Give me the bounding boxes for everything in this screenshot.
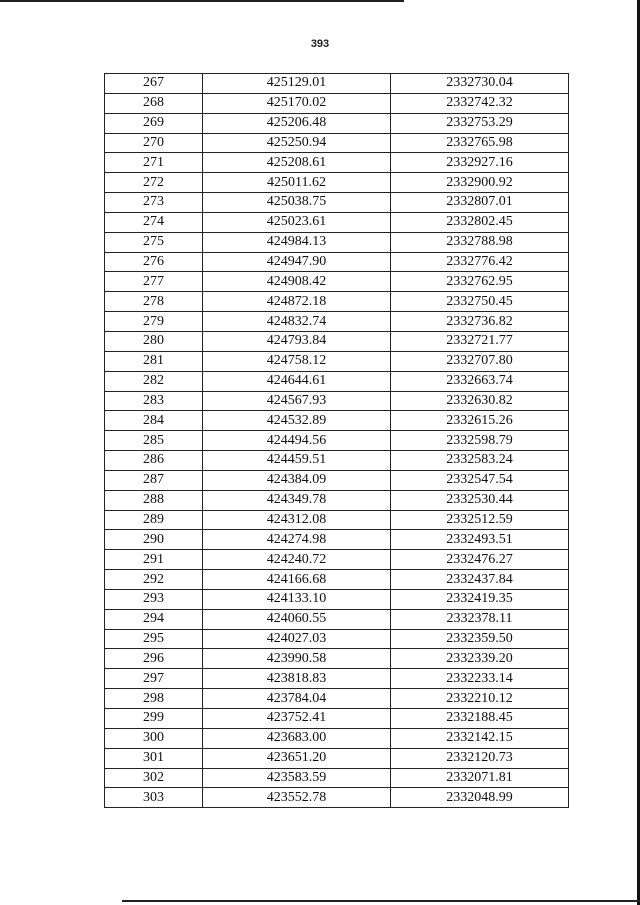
x-coordinate-cell: 423784.04 [203, 689, 391, 709]
y-coordinate-cell: 2332750.45 [391, 292, 569, 312]
y-coordinate-cell: 2332707.80 [391, 351, 569, 371]
y-coordinate-cell: 2332512.59 [391, 510, 569, 530]
table-row [105, 768, 569, 788]
point-number-cell: 270 [105, 133, 203, 153]
y-coordinate-cell: 2332736.82 [391, 312, 569, 332]
table-row [105, 232, 569, 252]
x-coordinate-cell: 423683.00 [203, 728, 391, 748]
table-row [105, 371, 569, 391]
table-row [105, 431, 569, 451]
y-coordinate-cell: 2332547.54 [391, 470, 569, 490]
point-number-cell: 292 [105, 570, 203, 590]
table-row [105, 292, 569, 312]
point-number-cell: 302 [105, 768, 203, 788]
point-number-cell: 289 [105, 510, 203, 530]
x-coordinate-cell: 424532.89 [203, 411, 391, 431]
y-coordinate-cell: 2332721.77 [391, 331, 569, 351]
y-coordinate-cell: 2332188.45 [391, 709, 569, 729]
x-coordinate-cell: 423818.83 [203, 669, 391, 689]
point-number-cell: 298 [105, 689, 203, 709]
point-number-cell: 273 [105, 193, 203, 213]
x-coordinate-cell: 425250.94 [203, 133, 391, 153]
point-number-cell: 288 [105, 490, 203, 510]
table-row [105, 391, 569, 411]
point-number-cell: 300 [105, 728, 203, 748]
point-number-cell: 282 [105, 371, 203, 391]
table-row [105, 510, 569, 530]
table-row [105, 609, 569, 629]
x-coordinate-cell: 423552.78 [203, 788, 391, 808]
y-coordinate-cell: 2332630.82 [391, 391, 569, 411]
table-row [105, 788, 569, 808]
x-coordinate-cell: 424027.03 [203, 629, 391, 649]
table-row [105, 629, 569, 649]
table-row [105, 74, 569, 94]
table-row [105, 550, 569, 570]
y-coordinate-cell: 2332927.16 [391, 153, 569, 173]
point-number-cell: 284 [105, 411, 203, 431]
point-number-cell: 271 [105, 153, 203, 173]
x-coordinate-cell: 425206.48 [203, 113, 391, 133]
table-row [105, 193, 569, 213]
x-coordinate-cell: 424133.10 [203, 589, 391, 609]
table-row [105, 451, 569, 471]
y-coordinate-cell: 2332048.99 [391, 788, 569, 808]
y-coordinate-cell: 2332753.29 [391, 113, 569, 133]
table-row [105, 470, 569, 490]
table-row [105, 530, 569, 550]
y-coordinate-cell: 2332765.98 [391, 133, 569, 153]
table-row [105, 331, 569, 351]
y-coordinate-cell: 2332359.50 [391, 629, 569, 649]
point-number-cell: 268 [105, 93, 203, 113]
point-number-cell: 276 [105, 252, 203, 272]
coordinate-table [104, 73, 569, 808]
x-coordinate-cell: 423651.20 [203, 748, 391, 768]
point-number-cell: 294 [105, 609, 203, 629]
page-number: 393 [310, 38, 330, 50]
point-number-cell: 277 [105, 272, 203, 292]
table-row [105, 570, 569, 590]
y-coordinate-cell: 2332788.98 [391, 232, 569, 252]
table-row [105, 93, 569, 113]
y-coordinate-cell: 2332900.92 [391, 173, 569, 193]
point-number-cell: 293 [105, 589, 203, 609]
point-number-cell: 274 [105, 212, 203, 232]
point-number-cell: 287 [105, 470, 203, 490]
y-coordinate-cell: 2332730.04 [391, 74, 569, 94]
x-coordinate-cell: 424832.74 [203, 312, 391, 332]
y-coordinate-cell: 2332615.26 [391, 411, 569, 431]
x-coordinate-cell: 425208.61 [203, 153, 391, 173]
point-number-cell: 281 [105, 351, 203, 371]
table-row [105, 312, 569, 332]
y-coordinate-cell: 2332071.81 [391, 768, 569, 788]
y-coordinate-cell: 2332663.74 [391, 371, 569, 391]
point-number-cell: 267 [105, 74, 203, 94]
x-coordinate-cell: 424274.98 [203, 530, 391, 550]
x-coordinate-cell: 424240.72 [203, 550, 391, 570]
y-coordinate-cell: 2332476.27 [391, 550, 569, 570]
y-coordinate-cell: 2332210.12 [391, 689, 569, 709]
point-number-cell: 295 [105, 629, 203, 649]
table-row [105, 669, 569, 689]
x-coordinate-cell: 424908.42 [203, 272, 391, 292]
y-coordinate-cell: 2332378.11 [391, 609, 569, 629]
x-coordinate-cell: 425170.02 [203, 93, 391, 113]
y-coordinate-cell: 2332776.42 [391, 252, 569, 272]
y-coordinate-cell: 2332339.20 [391, 649, 569, 669]
table-row [105, 173, 569, 193]
x-coordinate-cell: 425129.01 [203, 74, 391, 94]
point-number-cell: 297 [105, 669, 203, 689]
y-coordinate-cell: 2332802.45 [391, 212, 569, 232]
table-row [105, 153, 569, 173]
x-coordinate-cell: 423752.41 [203, 709, 391, 729]
y-coordinate-cell: 2332233.14 [391, 669, 569, 689]
point-number-cell: 279 [105, 312, 203, 332]
x-coordinate-cell: 423583.59 [203, 768, 391, 788]
point-number-cell: 283 [105, 391, 203, 411]
x-coordinate-cell: 424567.93 [203, 391, 391, 411]
x-coordinate-cell: 425011.62 [203, 173, 391, 193]
point-number-cell: 299 [105, 709, 203, 729]
x-coordinate-cell: 424947.90 [203, 252, 391, 272]
y-coordinate-cell: 2332437.84 [391, 570, 569, 590]
point-number-cell: 280 [105, 331, 203, 351]
y-coordinate-cell: 2332120.73 [391, 748, 569, 768]
x-coordinate-cell: 424872.18 [203, 292, 391, 312]
table-row [105, 728, 569, 748]
table-row [105, 411, 569, 431]
y-coordinate-cell: 2332807.01 [391, 193, 569, 213]
point-number-cell: 296 [105, 649, 203, 669]
y-coordinate-cell: 2332530.44 [391, 490, 569, 510]
x-coordinate-cell: 424060.55 [203, 609, 391, 629]
x-coordinate-cell: 425038.75 [203, 193, 391, 213]
y-coordinate-cell: 2332493.51 [391, 530, 569, 550]
table-row [105, 589, 569, 609]
x-coordinate-cell: 424494.56 [203, 431, 391, 451]
table-row [105, 133, 569, 153]
table-row [105, 748, 569, 768]
bottom-scan-border [122, 900, 640, 902]
coordinate-table-body [105, 74, 569, 808]
point-number-cell: 301 [105, 748, 203, 768]
table-row [105, 272, 569, 292]
table-row [105, 212, 569, 232]
y-coordinate-cell: 2332419.35 [391, 589, 569, 609]
table-row [105, 490, 569, 510]
table-row [105, 649, 569, 669]
point-number-cell: 290 [105, 530, 203, 550]
y-coordinate-cell: 2332762.95 [391, 272, 569, 292]
table-row [105, 689, 569, 709]
x-coordinate-cell: 424793.84 [203, 331, 391, 351]
y-coordinate-cell: 2332142.15 [391, 728, 569, 748]
x-coordinate-cell: 423990.58 [203, 649, 391, 669]
top-scan-border [0, 0, 404, 2]
point-number-cell: 285 [105, 431, 203, 451]
y-coordinate-cell: 2332598.79 [391, 431, 569, 451]
point-number-cell: 286 [105, 451, 203, 471]
point-number-cell: 275 [105, 232, 203, 252]
x-coordinate-cell: 425023.61 [203, 212, 391, 232]
x-coordinate-cell: 424984.13 [203, 232, 391, 252]
x-coordinate-cell: 424349.78 [203, 490, 391, 510]
x-coordinate-cell: 424459.51 [203, 451, 391, 471]
x-coordinate-cell: 424758.12 [203, 351, 391, 371]
x-coordinate-cell: 424384.09 [203, 470, 391, 490]
table-row [105, 709, 569, 729]
table-row [105, 252, 569, 272]
x-coordinate-cell: 424644.61 [203, 371, 391, 391]
point-number-cell: 303 [105, 788, 203, 808]
x-coordinate-cell: 424312.08 [203, 510, 391, 530]
point-number-cell: 291 [105, 550, 203, 570]
point-number-cell: 269 [105, 113, 203, 133]
y-coordinate-cell: 2332583.24 [391, 451, 569, 471]
table-row [105, 113, 569, 133]
y-coordinate-cell: 2332742.32 [391, 93, 569, 113]
point-number-cell: 278 [105, 292, 203, 312]
point-number-cell: 272 [105, 173, 203, 193]
x-coordinate-cell: 424166.68 [203, 570, 391, 590]
table-row [105, 351, 569, 371]
